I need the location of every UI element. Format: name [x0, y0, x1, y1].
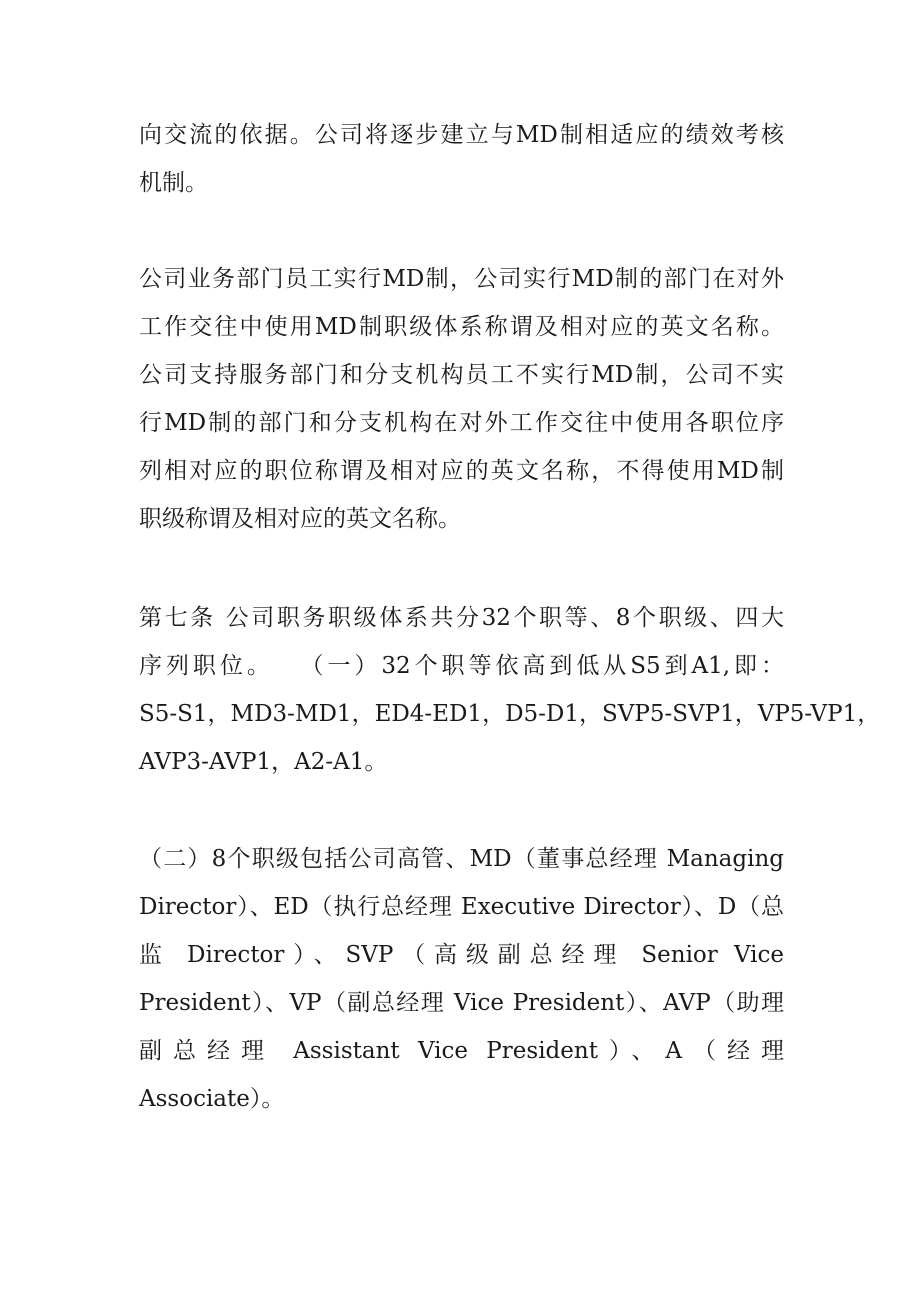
paragraph-article-7-line-1: 第七条 公司职务职级体系共分32个职等、8个职级、四大: [139, 605, 784, 631]
paragraph-article-7-2-line-1: （二）8个职级包括公司高管、MD（董事总经理 Managing: [139, 846, 784, 872]
paragraph-intro-line-1: 向交流的依据。公司将逐步建立与MD制相适应的绩效考核: [139, 122, 784, 148]
paragraph-md-scope-line-1: 公司业务部门员工实行MD制，公司实行MD制的部门在对外: [139, 266, 784, 292]
paragraph-article-7-line-4: AVP3-AVP1，A2-A1。: [139, 749, 388, 775]
paragraph-md-scope-line-5: 列相对应的职位称谓及相对应的英文名称，不得使用MD制: [139, 458, 784, 484]
paragraph-md-scope-line-4: 行MD制的部门和分支机构在对外工作交往中使用各职位序: [139, 410, 784, 436]
paragraph-article-7-line-3: S5-S1，MD3-MD1，ED4-ED1，D5-D1，SVP5-SVP1，VP5-VP1，: [139, 701, 881, 727]
paragraph-article-7-2-line-6: Associate）。: [139, 1086, 285, 1112]
paragraph-article-7-line-2: 序列职位。 （一）32个职等依高到低从S5到A1,即：: [139, 653, 784, 679]
paragraph-intro-line-2: 机制。: [139, 170, 208, 196]
paragraph-md-scope-line-6: 职级称谓及相对应的英文名称。: [139, 506, 461, 532]
paragraph-article-7-2-line-2: Director）、ED（执行总经理 Executive Director）、D（总: [139, 894, 784, 920]
paragraph-md-scope-line-3: 公司支持服务部门和分支机构员工不实行MD制，公司不实: [139, 362, 784, 388]
paragraph-article-7-2-line-3: 监 Director）、SVP（高级副总经理 Senior Vice: [139, 942, 784, 968]
paragraph-article-7-2-line-5: 副总经理 Assistant Vice President）、A（经理: [139, 1038, 784, 1064]
paragraph-article-7-2-line-4: President）、VP（副总经理 Vice President）、AVP（助理: [139, 990, 784, 1016]
paragraph-md-scope-line-2: 工作交往中使用MD制职级体系称谓及相对应的英文名称。: [139, 314, 784, 340]
